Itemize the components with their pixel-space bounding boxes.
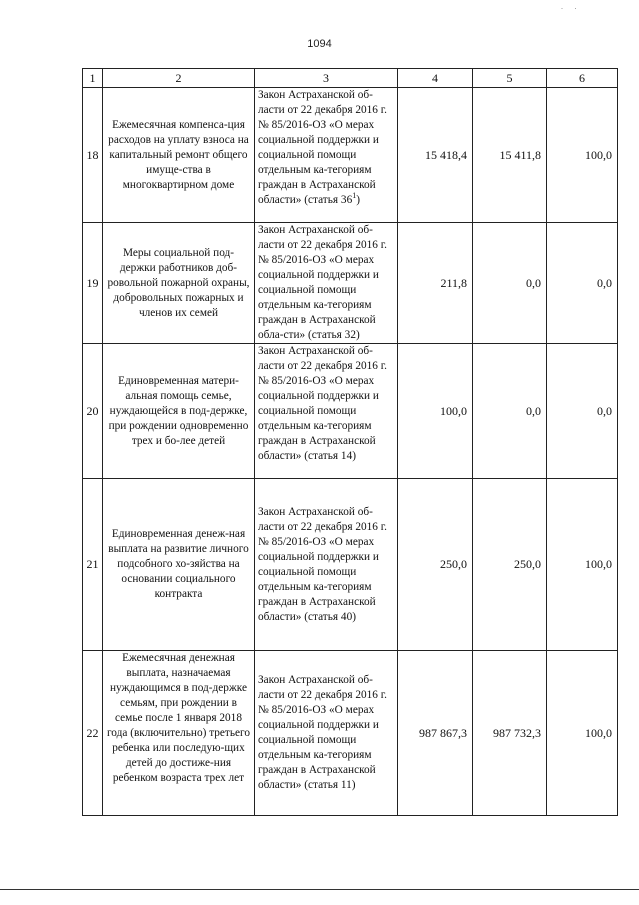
table-row xyxy=(83,344,618,479)
measure-description: Единовременная денеж-ная выплата на развитие личного подсобного хо-зяйства на основании социального контракта xyxy=(103,479,255,651)
header-col-1: 1 xyxy=(83,69,103,88)
table-row xyxy=(83,479,618,651)
header-col-2: 2 xyxy=(103,69,255,88)
value-col-5: 15 411,8 xyxy=(473,88,547,223)
value-col-5: 250,0 xyxy=(473,479,547,651)
social-support-table xyxy=(82,68,618,816)
header-col-4: 4 xyxy=(398,69,473,88)
value-col-4: 15 418,4 xyxy=(398,88,473,223)
table-header-row xyxy=(83,69,618,88)
article-superscript: 1 xyxy=(352,191,357,201)
legal-basis: Закон Астраханской об-ласти от 22 декабря 2016 г. № 85/2016-ОЗ «О мерах социальной поддержки и социальной помощи отдельным ка-тегориям граждан в Астраханской области» (статья 11) xyxy=(255,651,398,816)
scan-corner-marks: · · xyxy=(560,3,581,13)
row-number: 20 xyxy=(83,344,103,479)
legal-basis-closing: ) xyxy=(356,194,360,206)
value-col-6: 100,0 xyxy=(547,479,618,651)
value-col-5: 0,0 xyxy=(473,223,547,344)
row-number: 18 xyxy=(83,88,103,223)
legal-basis-text: Закон Астраханской об-ласти от 22 декабря 2016 г. № 85/2016-ОЗ «О мерах социальной поддержки и социальной помощи отдельным ка-тегориям граждан в Астраханской области» (статья 36 xyxy=(258,89,387,206)
value-col-4: 211,8 xyxy=(398,223,473,344)
legal-basis: Закон Астраханской об-ласти от 22 декабря 2016 г. № 85/2016-ОЗ «О мерах социальной поддержки и социальной помощи отдельным ка-тегориям граждан в Астраханской области» (статья 14) xyxy=(255,344,398,479)
row-number: 21 xyxy=(83,479,103,651)
measure-description: Ежемесячная денежная выплата, назначаемая нуждающимся в под-держке семьям, при рождении в семье после 1 января 2018 года (включительно) третьего ребенка или последую-щих детей до достиже-ния ребенком возраста трех лет xyxy=(103,651,255,816)
legal-basis: Закон Астраханской об-ласти от 22 декабря 2016 г. № 85/2016-ОЗ «О мерах социальной поддержки и социальной помощи отдельным ка-тегориям граждан в Астраханской области» (статья 40) xyxy=(255,479,398,651)
table-row xyxy=(83,223,618,344)
row-number: 19 xyxy=(83,223,103,344)
row-number: 22 xyxy=(83,651,103,816)
legal-basis xyxy=(255,88,398,223)
measure-description: Меры социальной под-держки работников доб-ровольной пожарной охраны, добровольных пожарных и членов их семей xyxy=(103,223,255,344)
value-col-6: 0,0 xyxy=(547,344,618,479)
measure-description: Ежемесячная компенса-ция расходов на уплату взноса на капитальный ремонт общего имуще-ства в многоквартирном доме xyxy=(103,88,255,223)
value-col-4: 987 867,3 xyxy=(398,651,473,816)
value-col-6: 0,0 xyxy=(547,223,618,344)
value-col-4: 100,0 xyxy=(398,344,473,479)
header-col-5: 5 xyxy=(473,69,547,88)
value-col-5: 987 732,3 xyxy=(473,651,547,816)
bottom-rule xyxy=(0,889,639,890)
measure-description: Единовременная матери-альная помощь семье, нуждающейся в под-держке, при рождении одновременно трех и бо-лее детей xyxy=(103,344,255,479)
value-col-6: 100,0 xyxy=(547,651,618,816)
header-col-3: 3 xyxy=(255,69,398,88)
value-col-6: 100,0 xyxy=(547,88,618,223)
table-row xyxy=(83,651,618,816)
value-col-5: 0,0 xyxy=(473,344,547,479)
page-number: 1094 xyxy=(307,38,332,50)
header-col-6: 6 xyxy=(547,69,618,88)
legal-basis: Закон Астраханской об-ласти от 22 декабря 2016 г. № 85/2016-ОЗ «О мерах социальной поддержки и социальной помощи отдельным ка-тегориям граждан в Астраханской обла-сти» (статья 32) xyxy=(255,223,398,344)
table-row xyxy=(83,88,618,223)
value-col-4: 250,0 xyxy=(398,479,473,651)
